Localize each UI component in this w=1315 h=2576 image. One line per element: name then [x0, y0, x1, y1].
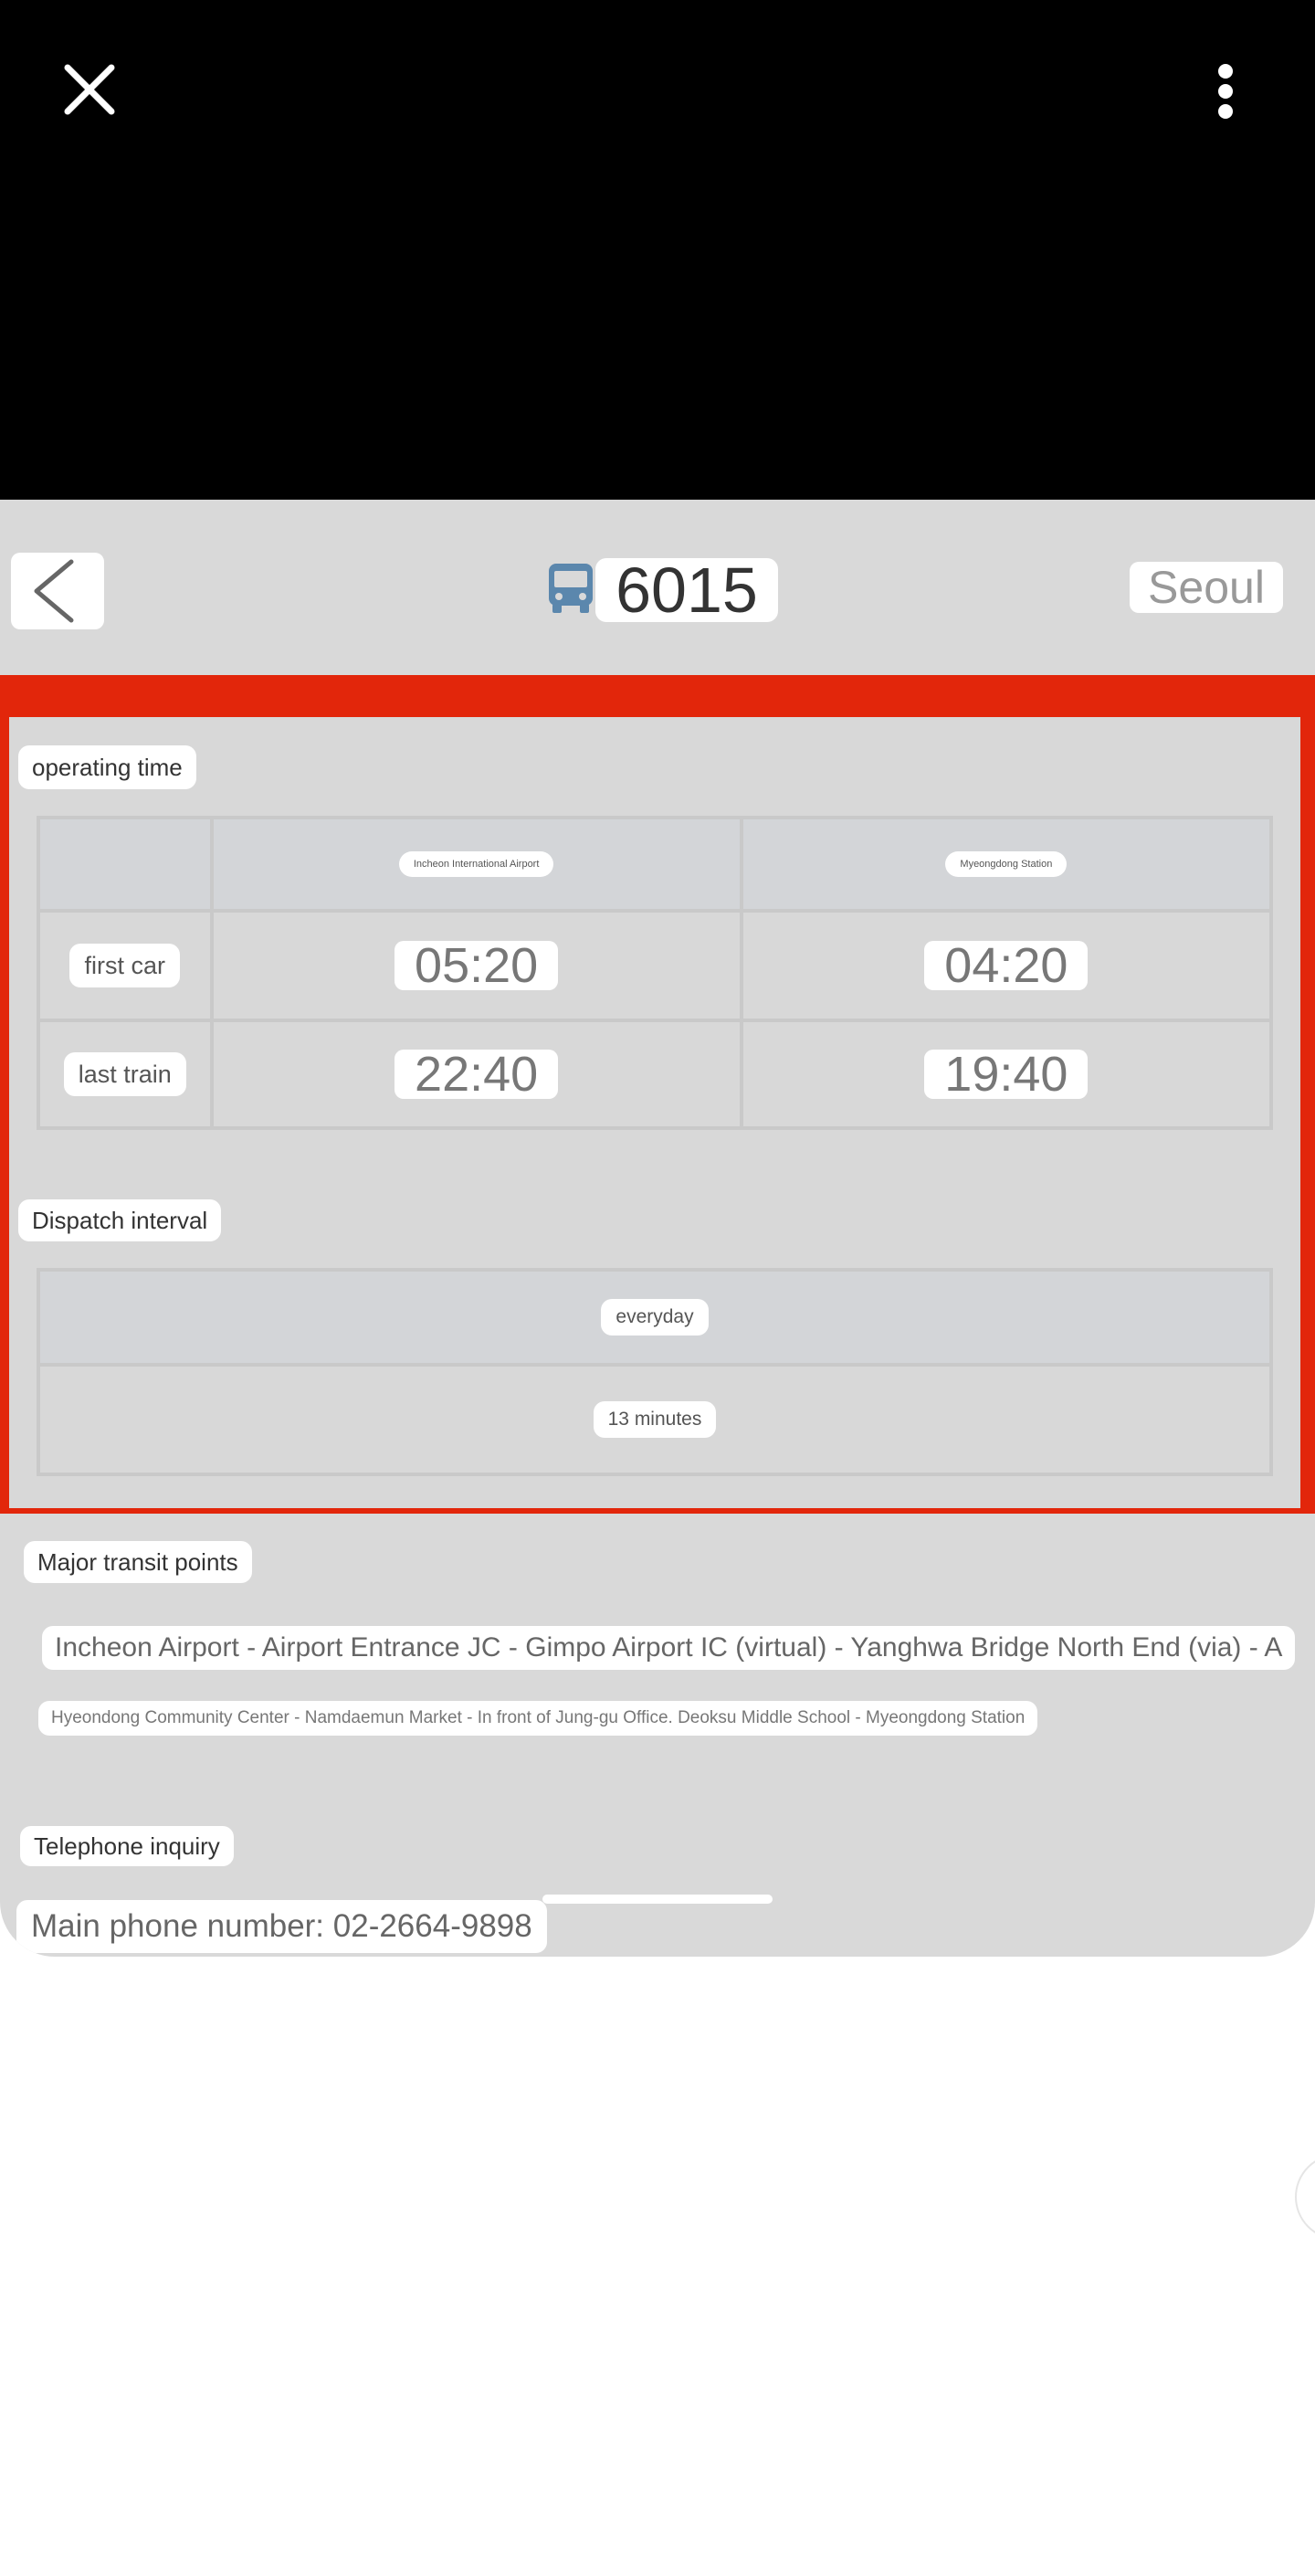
viewer-top-bar — [0, 0, 1315, 500]
column-airport: Incheon International Airport — [399, 851, 554, 877]
interval-value: 13 minutes — [594, 1401, 717, 1438]
back-button[interactable] — [11, 553, 104, 629]
home-indicator[interactable] — [542, 1895, 773, 1904]
time-value: 19:40 — [924, 1050, 1088, 1099]
row-label: first car — [69, 944, 180, 987]
telephone-inquiry-label: Telephone inquiry — [20, 1826, 234, 1866]
dispatch-header — [38, 1270, 1271, 1365]
table-corner — [38, 818, 212, 911]
close-button[interactable] — [55, 55, 124, 124]
dispatch-interval-label: Dispatch interval — [18, 1199, 221, 1241]
column-myeongdong: Myeongdong Station — [945, 851, 1067, 877]
transit-points-label: Major transit points — [24, 1541, 252, 1583]
time-value: 05:20 — [394, 941, 558, 990]
operating-time-label: operating time — [18, 745, 196, 789]
table-row — [38, 1020, 1271, 1128]
more-options-button[interactable] — [1196, 55, 1255, 124]
bus-icon — [545, 562, 596, 615]
time-value: 04:20 — [924, 941, 1088, 990]
main-phone-number[interactable]: Main phone number: 02-2664-9898 — [16, 1900, 547, 1953]
operating-time-table — [37, 816, 1273, 1130]
table-row — [38, 911, 1271, 1020]
city-label[interactable]: Seoul — [1130, 562, 1283, 613]
time-value: 22:40 — [394, 1050, 558, 1099]
highlight-frame — [0, 675, 1315, 1514]
more-dot — [1218, 84, 1233, 99]
dispatch-table — [37, 1268, 1273, 1476]
table-row — [38, 1365, 1271, 1474]
bus-info-panel — [0, 500, 1315, 1957]
schedule-section — [9, 717, 1300, 1508]
close-icon — [55, 55, 124, 124]
transit-route-line-1: Incheon Airport - Airport Entrance JC - Gimpo Airport IC (virtual) - Yanghwa Bridge North End (via) - A — [42, 1626, 1295, 1670]
column-header — [742, 818, 1271, 911]
transit-route-line-2: Hyeondong Community Center - Namdaemun Market - In front of Jung-gu Office. Deoksu Middle School - Myeongdong Station — [38, 1701, 1037, 1736]
route-number: 6015 — [595, 558, 778, 622]
row-label: last train — [64, 1052, 186, 1096]
edge-floating-button[interactable] — [1295, 2154, 1315, 2240]
everyday-label: everyday — [601, 1299, 708, 1336]
more-dot — [1218, 104, 1233, 119]
more-vertical-icon — [1218, 64, 1233, 79]
column-header — [212, 818, 742, 911]
chevron-left-icon — [11, 553, 104, 629]
